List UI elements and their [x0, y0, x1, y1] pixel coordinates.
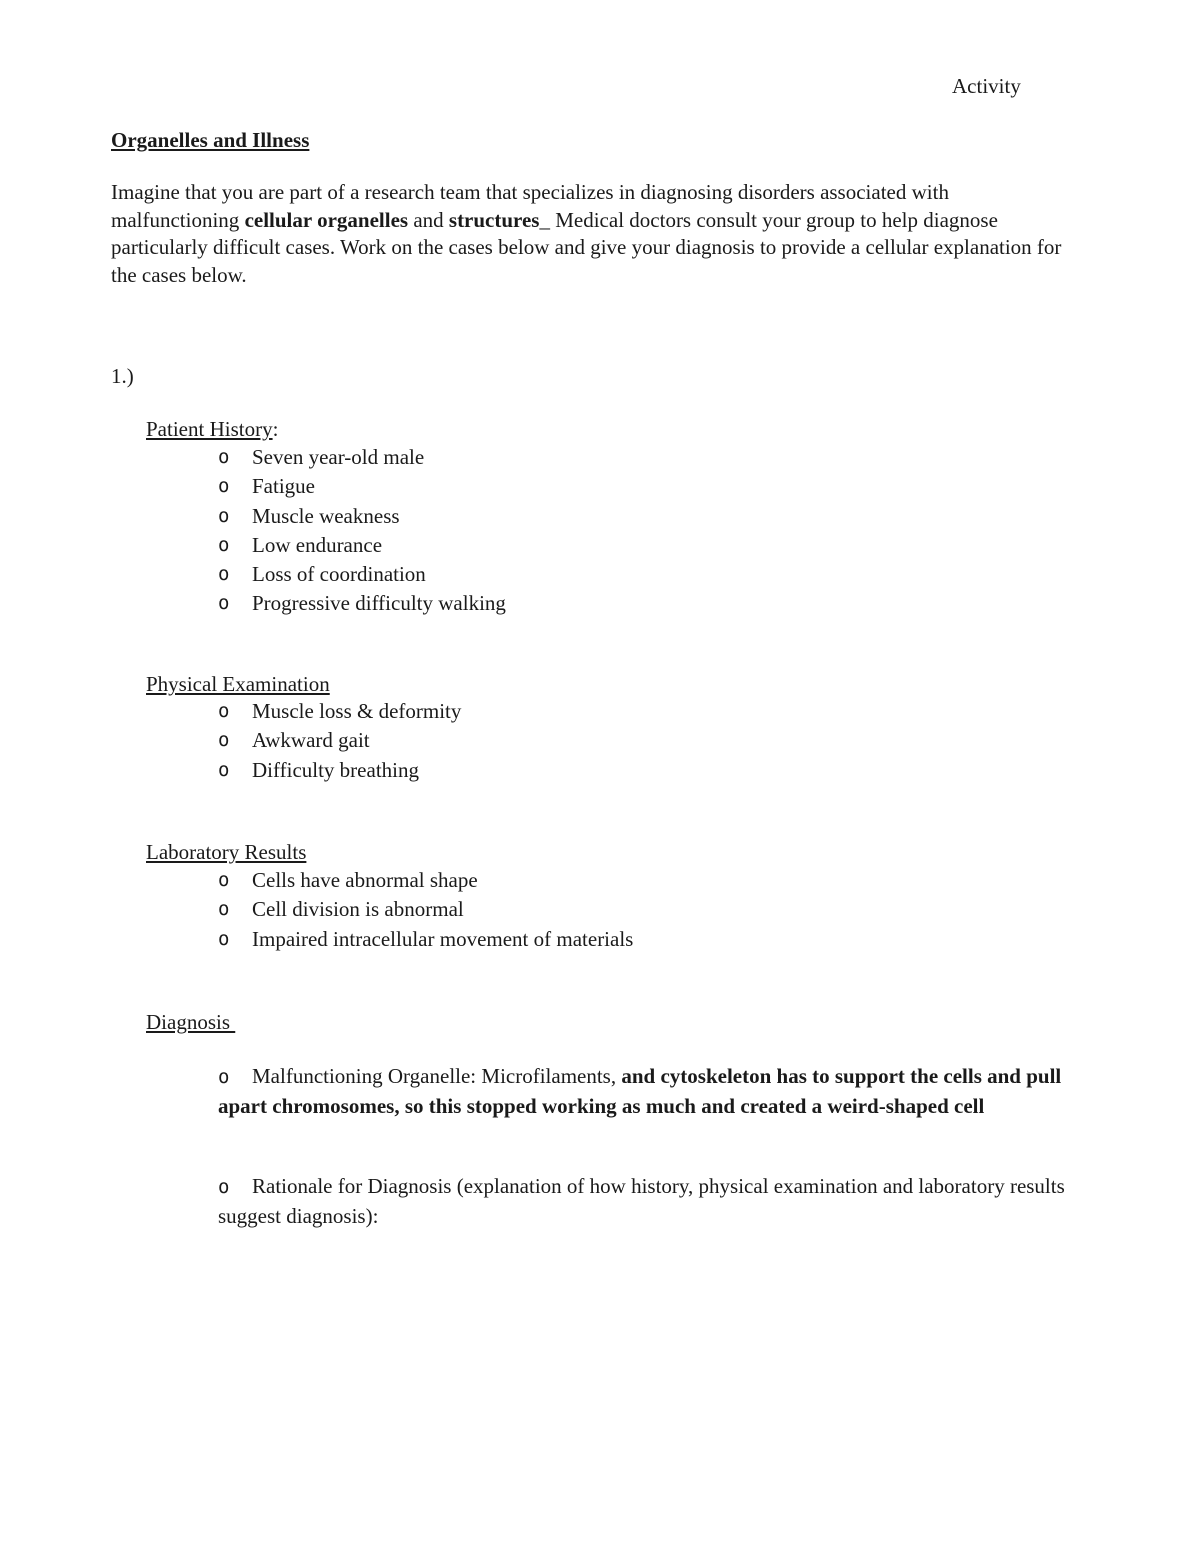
patient-history-heading: [146, 415, 278, 443]
list-item: [218, 443, 506, 472]
list-item: [218, 866, 633, 895]
list-item-text: Cell division is abnormal: [252, 897, 464, 922]
bullet-icon: o: [218, 563, 230, 586]
intro-bold-organelles: cellular organelles: [244, 207, 409, 232]
list-item-text: Muscle loss & deformity: [252, 699, 462, 723]
diagnosis-heading: Diagnosis: [146, 1010, 236, 1034]
list-item: [218, 531, 506, 560]
bullet-icon: o: [218, 869, 230, 891]
bullet-icon: o: [218, 446, 230, 468]
bullet-icon: o: [218, 1176, 230, 1198]
list-item-text: Fatigue: [252, 474, 315, 499]
rationale-label: Rationale for Diagnosis (explanation of how history, physical examination and laboratory results suggest diagnosis):: [218, 1174, 1065, 1228]
bullet-icon: o: [218, 1066, 230, 1088]
list-item: [218, 726, 461, 755]
bullet-icon: o: [218, 898, 230, 921]
patient-history-title: Patient History: [146, 417, 273, 441]
diagnosis-rationale: [218, 1172, 1088, 1230]
bullet-icon: o: [218, 758, 230, 781]
bullet-icon: o: [218, 533, 230, 556]
list-item: [218, 560, 506, 589]
bullet-icon: o: [218, 504, 230, 527]
list-item: [218, 472, 506, 501]
organelle-answer-text: and cytoskeleton has to support the cells and pull apart chromosomes, so this stopped working as much and created a weird-shaped cell: [218, 1064, 1062, 1118]
bullet-icon: o: [218, 729, 230, 752]
physical-examination-list: [218, 697, 461, 785]
list-item: [218, 502, 506, 531]
list-item-text: Awkward gait: [252, 728, 370, 753]
laboratory-results-heading: Laboratory Results: [146, 840, 307, 864]
bullet-icon: o: [218, 592, 230, 615]
list-item: [218, 895, 633, 924]
list-item: [218, 756, 461, 785]
list-item-text: Muscle weakness: [252, 503, 400, 528]
bullet-icon: o: [218, 700, 230, 722]
list-item-text: Impaired intracellular movement of materials: [252, 926, 634, 951]
intro-text-2: and: [408, 207, 449, 232]
bullet-icon: o: [218, 475, 230, 498]
document-title: Organelles and Illness: [111, 128, 310, 152]
bullet-icon: o: [218, 927, 230, 950]
list-item-text: Cells have abnormal shape: [252, 868, 478, 892]
list-item-text: Difficulty breathing: [252, 757, 419, 782]
list-item: [218, 589, 506, 618]
diagnosis-organelle-answer: [218, 1062, 1088, 1120]
list-item-text: Seven year-old male: [252, 445, 425, 469]
list-item-text: Loss of coordination: [252, 562, 426, 587]
list-item-text: Low endurance: [252, 532, 383, 557]
case-number: 1.): [111, 364, 134, 388]
list-item-text: Progressive difficulty walking: [252, 591, 506, 616]
list-item: [218, 697, 461, 726]
organelle-label: Malfunctioning Organelle: Microfilaments,: [252, 1064, 622, 1088]
patient-history-colon: :: [272, 417, 279, 441]
intro-text-3: _ Medical doctors consult your group to help diagnose particularly difficult cases. Work on the cases below and give your diagnosis to provide a cellular explanation for the cases below.: [111, 207, 1062, 287]
intro-paragraph: [111, 179, 1071, 289]
patient-history-list: [218, 443, 506, 619]
intro-text-1: Imagine that you are part of a research team that specializes in diagnosing disorders associated with malfunctioning: [111, 180, 949, 232]
intro-bold-structures: structures: [448, 207, 540, 232]
list-item: [218, 925, 633, 954]
activity-label: Activity: [952, 74, 1021, 98]
laboratory-results-list: [218, 866, 633, 954]
physical-examination-heading: Physical Examination: [146, 672, 330, 696]
